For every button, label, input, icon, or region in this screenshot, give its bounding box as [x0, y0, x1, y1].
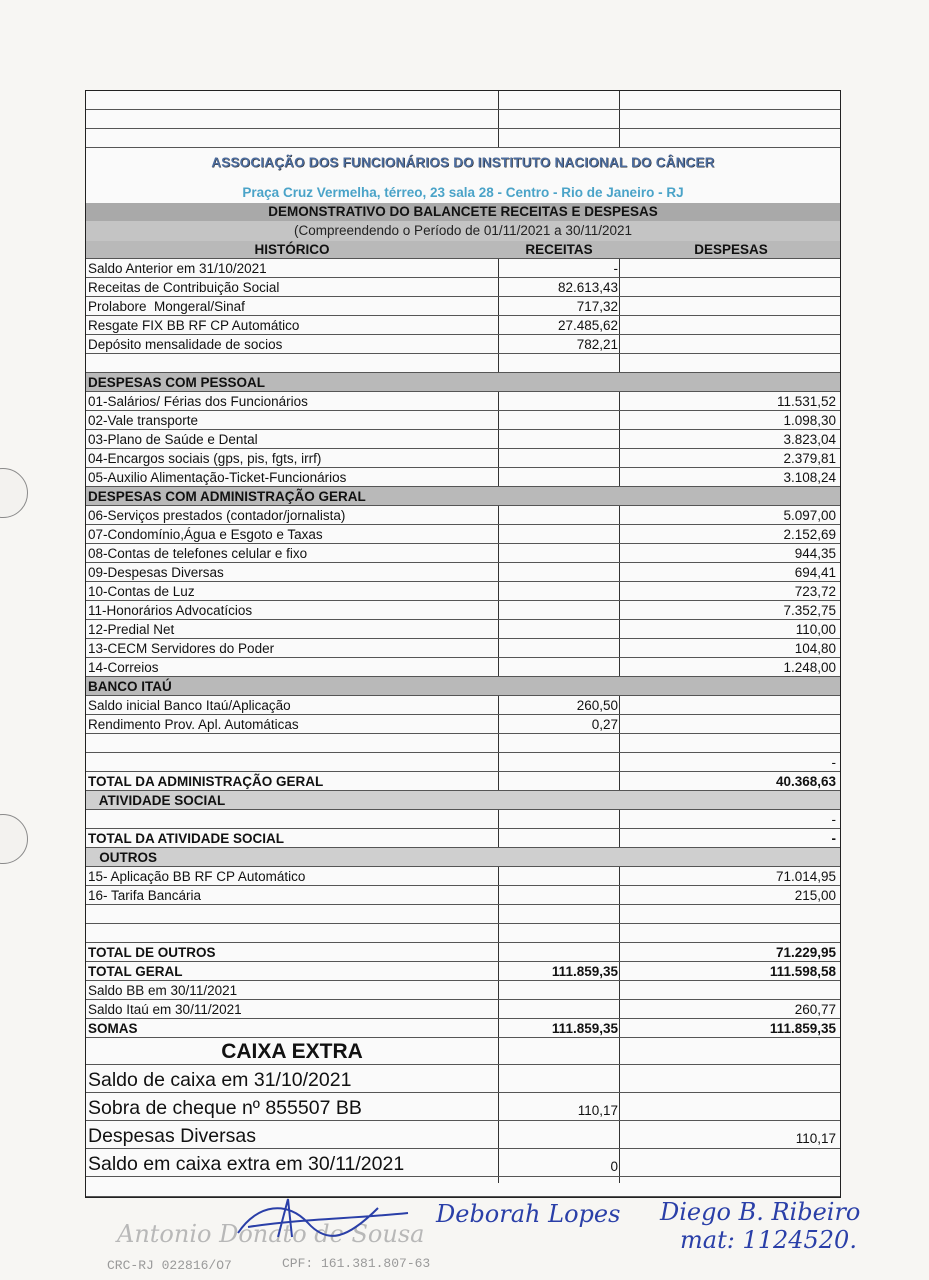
stamp-name: Antonio Donato de Sousa: [117, 1220, 425, 1248]
despesas-cell: 2.152,69: [783, 527, 836, 542]
caixa-row: [86, 1093, 840, 1121]
despesas-cell: 40.368,63: [775, 774, 836, 789]
receitas-cell: 110,17: [577, 1103, 618, 1118]
historico-cell: SOMAS: [88, 1021, 138, 1036]
despesas-cell: 3.823,04: [783, 432, 836, 447]
historico-cell: 07-Condomínio,Água e Esgoto e Taxas: [88, 527, 323, 542]
address-area: [86, 179, 840, 205]
historico-cell: Despesas Diversas: [88, 1125, 256, 1147]
receitas-cell: 0: [610, 1159, 618, 1174]
despesas-cell: [622, 696, 836, 714]
historico-cell: Resgate FIX BB RF CP Automático: [88, 318, 300, 333]
table-row: [86, 867, 840, 886]
despesas-cell: [622, 487, 836, 505]
table-row: [86, 430, 840, 449]
caixa-row: [86, 1121, 840, 1149]
historico-cell: 04-Encargos sociais (gps, pis, fgts, irrf): [88, 451, 322, 466]
table-row: [86, 924, 840, 943]
caixa-row: [86, 1065, 840, 1093]
despesas-cell: 71.229,95: [775, 945, 836, 960]
table-row: [86, 411, 840, 430]
table-row: [86, 563, 840, 582]
despesas-cell: [622, 734, 836, 752]
historico-cell: 12-Predial Net: [88, 622, 175, 637]
receitas-cell: [500, 468, 618, 486]
receitas-cell: [500, 373, 618, 391]
table-row: [86, 715, 840, 734]
receitas-cell: [500, 1121, 618, 1148]
receitas-cell: [500, 677, 618, 695]
receitas-cell: [500, 430, 618, 448]
receitas-cell: [500, 658, 618, 676]
table-row: [86, 335, 840, 354]
table-row: [86, 905, 840, 924]
receitas-cell: [500, 791, 618, 809]
receitas-cell: [500, 848, 618, 866]
historico-cell: Saldo de caixa em 31/10/2021: [88, 1069, 352, 1091]
historico-cell: [88, 810, 496, 828]
despesas-cell: [622, 1093, 836, 1120]
table-row: [86, 791, 840, 810]
receitas-cell: [500, 1065, 618, 1092]
historico-cell: Saldo inicial Banco Itaú/Aplicação: [88, 698, 291, 713]
despesas-cell: [622, 1149, 836, 1176]
receitas-cell: [500, 886, 618, 904]
caixa-row: [86, 1149, 840, 1177]
historico-cell: 15- Aplicação BB RF CP Automático: [88, 869, 306, 884]
report-title-band: [86, 203, 840, 221]
historico-cell: [88, 734, 496, 752]
historico-cell: Saldo em caixa extra em 30/11/2021: [88, 1153, 405, 1175]
table-row: [86, 1019, 840, 1038]
despesas-cell: 110,17: [795, 1131, 836, 1146]
receitas-cell: [500, 354, 618, 372]
historico-cell: Saldo BB em 30/11/2021: [88, 983, 238, 998]
table-row: [86, 696, 840, 715]
table-row: [86, 1000, 840, 1019]
table-row: [86, 601, 840, 620]
receitas-cell: [500, 924, 618, 942]
historico-cell: Prolabore Mongeral/Sinaf: [88, 299, 245, 314]
despesas-cell: 7.352,75: [783, 603, 836, 618]
table-row: [86, 639, 840, 658]
table-row: [86, 658, 840, 677]
receitas-cell: [500, 525, 618, 543]
despesas-cell: 1.098,30: [783, 413, 836, 428]
despesas-cell: 110,00: [795, 622, 836, 637]
historico-cell: ATIVIDADE SOCIAL: [88, 793, 226, 808]
receitas-cell: 260,50: [576, 698, 618, 713]
historico-cell: DESPESAS COM PESSOAL: [88, 375, 266, 390]
despesas-cell: -: [831, 831, 836, 846]
col-despesas: DESPESAS: [694, 242, 768, 257]
despesas-cell: [622, 278, 836, 296]
org-header: [86, 148, 840, 180]
receitas-cell: [500, 734, 618, 752]
empty-row: [86, 1177, 840, 1197]
signature-2: Deborah Lopes: [436, 1200, 621, 1228]
table-row: [86, 392, 840, 411]
despesas-cell: [622, 848, 836, 866]
table-row: [86, 829, 840, 848]
historico-cell: 05-Auxilio Alimentação-Ticket-Funcionários: [88, 470, 347, 485]
despesas-cell: [622, 677, 836, 695]
receitas-cell: [500, 772, 618, 790]
balance-sheet: [85, 90, 841, 1198]
table-row: [86, 886, 840, 905]
historico-cell: 13-CECM Servidores do Poder: [88, 641, 275, 656]
receitas-cell: -: [613, 261, 618, 276]
org-name: ASSOCIAÇÃO DOS FUNCIONÁRIOS DO INSTITUTO NACIONAL DO CÂNCER: [211, 155, 715, 170]
despesas-cell: [622, 905, 836, 923]
receitas-cell: [500, 411, 618, 429]
receitas-cell: [500, 810, 618, 828]
despesas-cell: [622, 335, 836, 353]
column-header-row: [86, 241, 840, 259]
despesas-cell: 694,41: [794, 565, 836, 580]
historico-cell: [88, 905, 496, 923]
stamp-cpf: CPF: 161.381.807-63: [282, 1256, 431, 1271]
historico-cell: 08-Contas de telefones celular e fixo: [88, 546, 308, 561]
table-row: [86, 373, 840, 392]
signature-3-name: Diego B. Ribeiro: [660, 1198, 861, 1226]
historico-cell: BANCO ITAÚ: [88, 679, 172, 694]
historico-cell: Receitas de Contribuição Social: [88, 280, 280, 295]
despesas-cell: -: [831, 755, 836, 770]
period-band: [86, 221, 840, 241]
despesas-cell: 5.097,00: [783, 508, 836, 523]
receitas-cell: 111.859,35: [551, 964, 618, 979]
table-row: [86, 772, 840, 791]
punch-hole: [0, 814, 28, 864]
empty-row: [86, 110, 840, 129]
col-historico: HISTÓRICO: [254, 242, 330, 257]
receitas-cell: [500, 639, 618, 657]
receitas-cell: 111.859,35: [551, 1021, 618, 1036]
despesas-cell: 104,80: [794, 641, 836, 656]
receitas-cell: 0,27: [591, 717, 618, 732]
historico-cell: 06-Serviços prestados (contador/jornalista): [88, 508, 346, 523]
historico-cell: TOTAL DA ATIVIDADE SOCIAL: [88, 831, 285, 846]
receitas-cell: [500, 867, 618, 885]
table-row: [86, 848, 840, 867]
despesas-cell: [622, 259, 836, 277]
historico-cell: TOTAL DE OUTROS: [88, 945, 216, 960]
receitas-cell: [500, 943, 618, 961]
empty-row: [86, 91, 840, 110]
receitas-cell: [500, 905, 618, 923]
table-row: [86, 525, 840, 544]
receitas-cell: [500, 487, 618, 505]
col-receitas: RECEITAS: [525, 242, 593, 257]
historico-cell: [88, 753, 496, 771]
signature-scribble: [228, 1193, 418, 1245]
table-row: [86, 810, 840, 829]
receitas-cell: 717,32: [576, 299, 618, 314]
historico-cell: TOTAL DA ADMINISTRAÇÃO GERAL: [88, 774, 324, 789]
table-row: [86, 354, 840, 373]
table-row: [86, 297, 840, 316]
despesas-cell: [622, 981, 836, 999]
punch-hole: [0, 468, 28, 518]
historico-cell: DESPESAS COM ADMINISTRAÇÃO GERAL: [88, 489, 366, 504]
historico-cell: TOTAL GERAL: [88, 964, 183, 979]
receitas-cell: [500, 563, 618, 581]
table-row: [86, 278, 840, 297]
historico-cell: 09-Despesas Diversas: [88, 565, 224, 580]
stamp-crc: CRC-RJ 022816/O7: [107, 1258, 232, 1273]
receitas-cell: [500, 829, 618, 847]
receitas-cell: [500, 506, 618, 524]
historico-cell: Depósito mensalidade de socios: [88, 337, 283, 352]
despesas-cell: 260,77: [794, 1002, 836, 1017]
despesas-cell: 11.531,52: [776, 394, 836, 409]
receitas-cell: 27.485,62: [557, 318, 618, 333]
table-row: [86, 449, 840, 468]
historico-cell: 10-Contas de Luz: [88, 584, 195, 599]
receitas-cell: 782,21: [576, 337, 618, 352]
receitas-cell: [500, 544, 618, 562]
table-row: [86, 316, 840, 335]
despesas-cell: [622, 924, 836, 942]
despesas-cell: 71.014,95: [775, 869, 836, 884]
despesas-cell: 215,00: [794, 888, 836, 903]
despesas-cell: 2.379,81: [783, 451, 836, 466]
despesas-cell: [622, 715, 836, 733]
despesas-cell: [622, 354, 836, 372]
table-row: [86, 620, 840, 639]
table-row: [86, 544, 840, 563]
historico-cell: OUTROS: [88, 850, 158, 865]
despesas-cell: 3.108,24: [783, 470, 836, 485]
receitas-cell: 82.613,43: [557, 280, 618, 295]
historico-cell: 03-Plano de Saúde e Dental: [88, 432, 258, 447]
table-row: [86, 981, 840, 1000]
receitas-cell: [500, 392, 618, 410]
receitas-cell: [500, 449, 618, 467]
table-row: [86, 259, 840, 278]
despesas-cell: 111.598,58: [769, 964, 836, 979]
receitas-cell: [500, 753, 618, 771]
historico-cell: Saldo Anterior em 31/10/2021: [88, 261, 267, 276]
caixa-extra-title: CAIXA EXTRA: [221, 1040, 363, 1063]
despesas-cell: 1.248,00: [783, 660, 836, 675]
period: (Compreendendo o Período de 01/11/2021 a 30/11/2021: [293, 223, 632, 238]
despesas-cell: [622, 373, 836, 391]
historico-cell: 14-Correios: [88, 660, 159, 675]
despesas-cell: -: [831, 812, 836, 827]
table-row: [86, 582, 840, 601]
historico-cell: Saldo Itaú em 30/11/2021: [88, 1002, 242, 1017]
empty-row: [86, 129, 840, 148]
despesas-cell: [622, 791, 836, 809]
historico-cell: 01-Salários/ Férias dos Funcionários: [88, 394, 308, 409]
historico-cell: 16- Tarifa Bancária: [88, 888, 202, 903]
report-title: DEMONSTRATIVO DO BALANCETE RECEITAS E DESPESAS: [268, 204, 658, 219]
despesas-cell: [622, 316, 836, 334]
receitas-cell: [500, 582, 618, 600]
despesas-cell: [622, 297, 836, 315]
historico-cell: Rendimento Prov. Apl. Automáticas: [88, 717, 299, 732]
despesas-cell: 944,35: [794, 546, 836, 561]
despesas-cell: 111.859,35: [769, 1021, 836, 1036]
receitas-cell: [500, 1000, 618, 1018]
historico-cell: [88, 354, 496, 372]
historico-cell: Sobra de cheque nº 855507 BB: [88, 1097, 362, 1119]
historico-cell: 11-Honorários Advocatícios: [88, 603, 253, 618]
receitas-cell: [500, 981, 618, 999]
table-row: [86, 487, 840, 506]
despesas-cell: 723,72: [794, 584, 836, 599]
table-row: [86, 943, 840, 962]
caixa-extra-title-row: [86, 1039, 840, 1065]
receitas-cell: [500, 620, 618, 638]
table-row: [86, 468, 840, 487]
address: Praça Cruz Vermelha, térreo, 23 sala 28 - Centro - Rio de Janeiro - RJ: [242, 185, 684, 200]
historico-cell: 02-Vale transporte: [88, 413, 199, 428]
despesas-cell: [622, 1065, 836, 1092]
table-row: [86, 677, 840, 696]
signature-3-mat: mat: 1124520.: [680, 1226, 857, 1254]
table-row: [86, 962, 840, 981]
table-row: [86, 753, 840, 772]
receitas-cell: [500, 601, 618, 619]
table-row: [86, 506, 840, 525]
table-row: [86, 734, 840, 753]
historico-cell: [88, 924, 496, 942]
